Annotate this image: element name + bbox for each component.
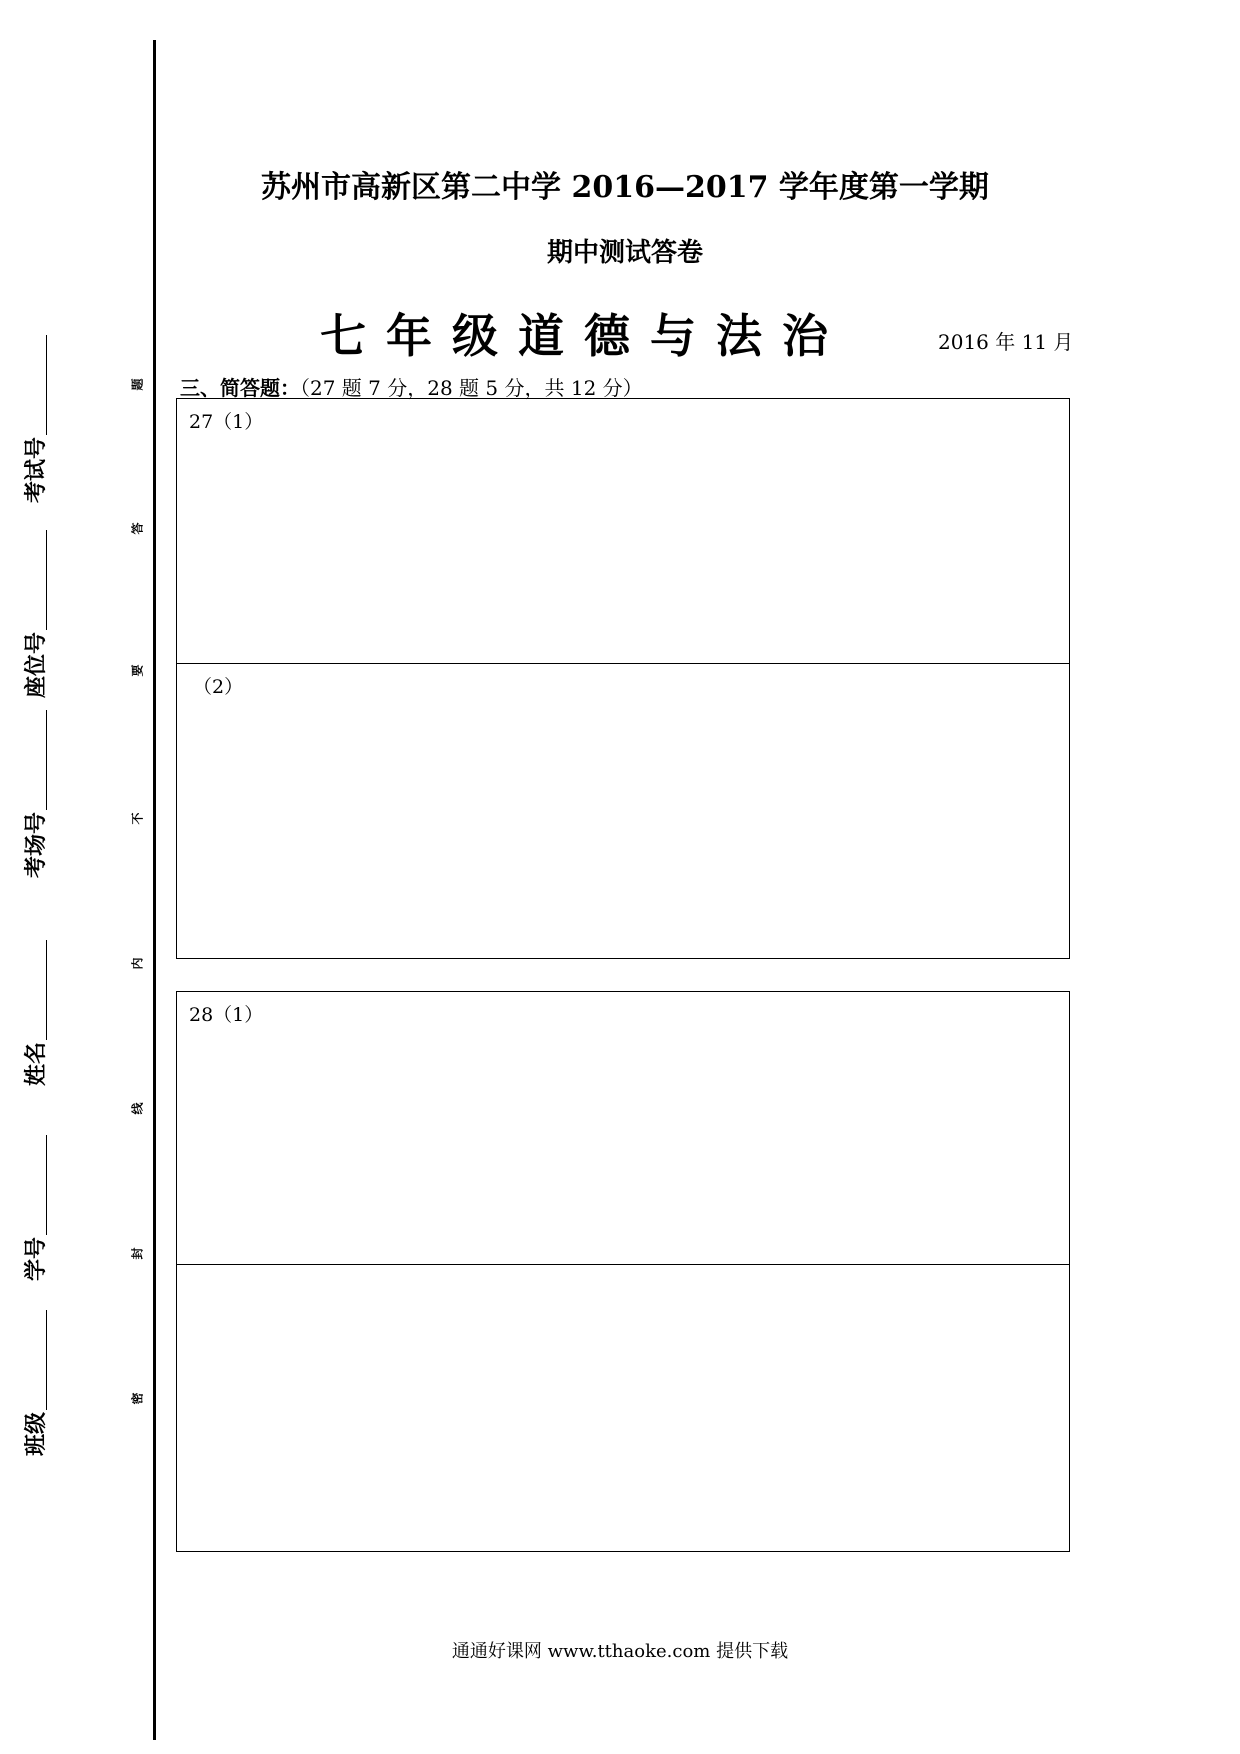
room-number-blank[interactable] [22,710,47,810]
question-label: 28（1） [189,1004,264,1026]
answer-area-28-2[interactable] [177,1265,1069,1551]
seal-char: 线 [130,1102,145,1115]
student-id-blank[interactable] [22,1135,47,1235]
name-blank[interactable] [22,940,47,1040]
seal-char: 答 [130,522,145,535]
side-field-exam-number[interactable]: 考试号 [4,335,64,515]
seal-char: 封 [130,1247,145,1260]
answer-area-27-1[interactable] [177,399,1069,663]
seal-char: 密 [130,1392,145,1405]
exam-date: 2016 年 11 月 [938,330,1074,354]
side-field-name[interactable]: 姓名 [4,940,64,1120]
subject-title: 七年级道德与法治 [320,309,848,363]
side-field-student-id[interactable]: 学号 [4,1135,64,1315]
answer-area-28-1[interactable] [177,992,1069,1264]
answer-box-28 [176,991,1070,1552]
question-label: 27（1） [189,411,264,433]
seal-char: 题 [130,378,145,391]
exam-title: 苏州市高新区第二中学 2016—2017 学年度第一学期 [261,170,989,205]
seal-char: 不 [130,812,145,825]
binding-line [153,40,156,1740]
answer-box-27 [176,398,1070,959]
section-heading [180,372,643,401]
section-score-note: （27 题 7 分，28 题 5 分，共 12 分） [300,376,643,400]
footer-credit: 通通好课网 www.tthaoke.com 提供下载 [451,1641,789,1662]
question-label: （2） [193,676,244,698]
exam-subtitle: 期中测试答卷 [546,238,703,268]
seat-number-blank[interactable] [22,530,47,630]
answer-area-27-2[interactable] [177,664,1069,958]
side-field-room-number[interactable]: 考场号 [4,710,64,890]
class-blank[interactable] [22,1310,47,1410]
seal-char: 内 [130,957,145,970]
section-heading-label: 三、简答题： [180,376,300,400]
side-field-class[interactable]: 班级 [4,1310,64,1490]
seal-char: 要 [130,664,145,677]
exam-number-blank[interactable] [22,335,47,435]
side-field-seat-number[interactable]: 座位号 [4,530,64,710]
